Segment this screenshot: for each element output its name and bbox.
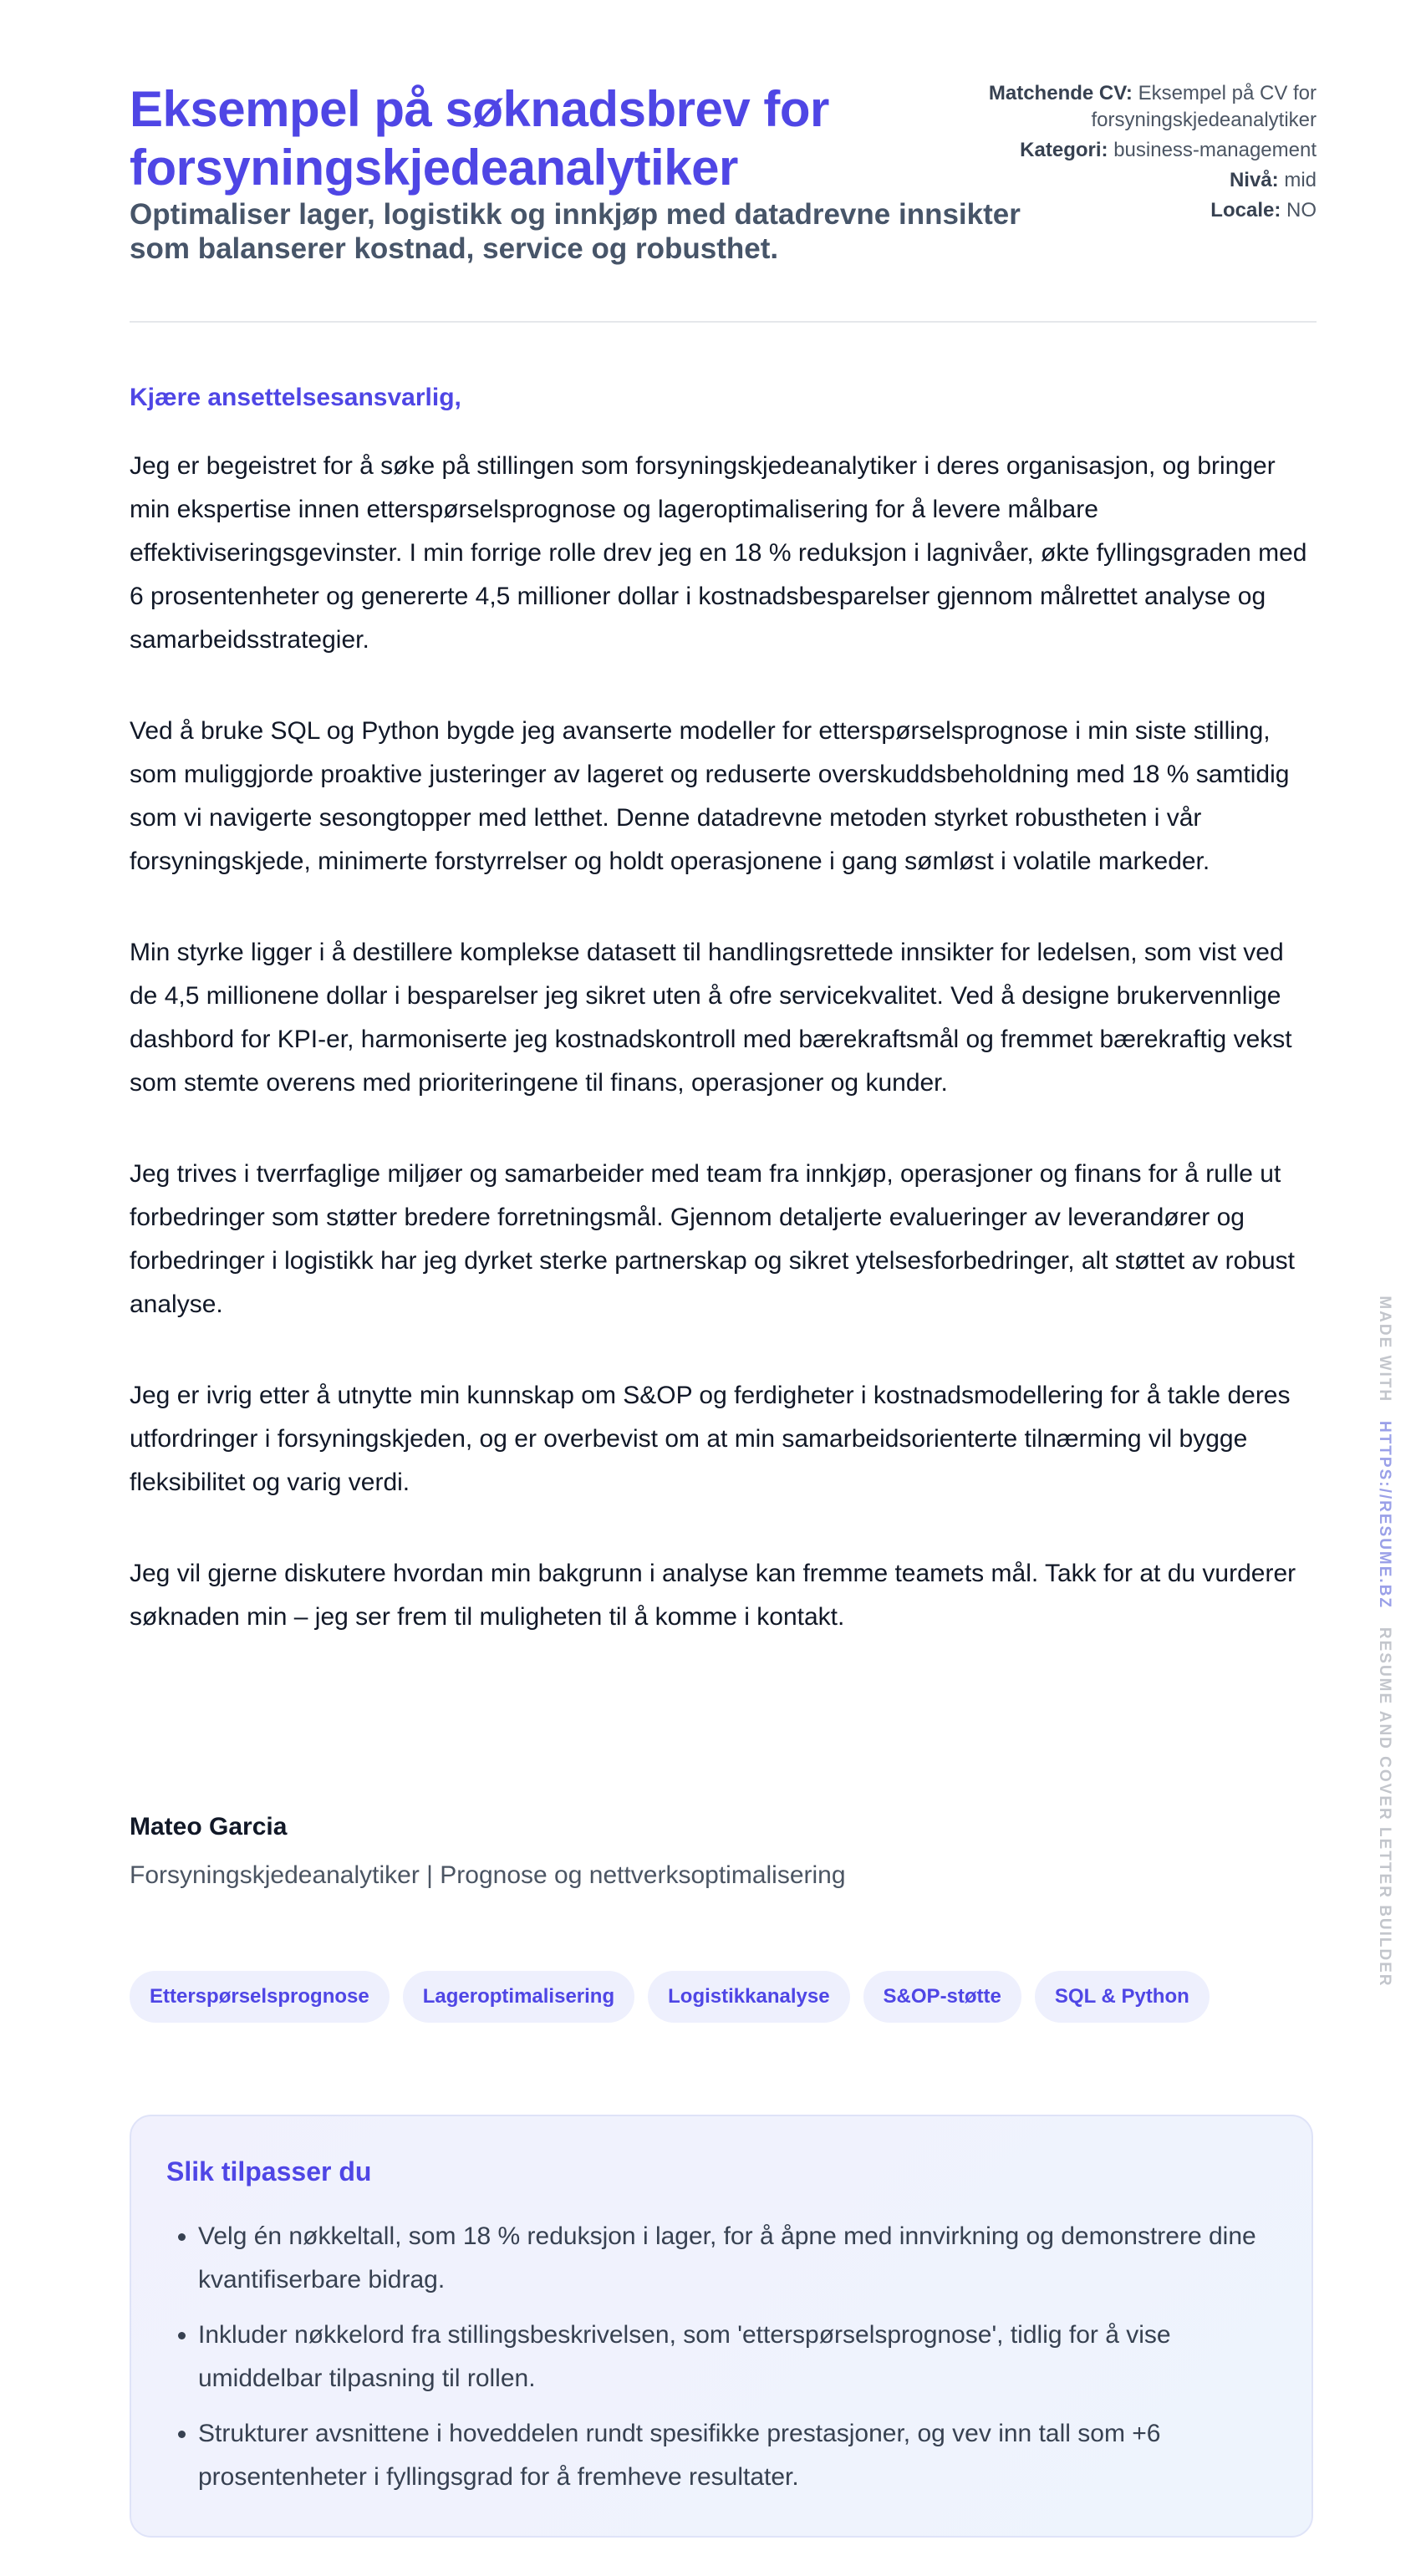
meta-value: Eksempel på CV for forsyningskjedeanalytiker [1091,82,1317,131]
tips-heading: Slik tilpasser du [166,2156,372,2187]
meta-value: business-management [1113,139,1317,161]
skill-tag: Logistikkanalyse [648,1971,849,2023]
signature-name: Mateo Garcia [130,1813,288,1840]
page-header [130,0,1317,323]
meta-key: Nivå: [1229,169,1279,191]
meta-key: Kategori: [1020,139,1108,161]
meta-key: Matchende CV: [988,82,1133,104]
meta-category [982,137,1317,164]
letter-paragraph: Jeg er ivrig etter å utnytte min kunnskap om S&OP og ferdigheter i kostnadsmodellering for å takle deres utfordringer i forsyningskjeden, og er overbevist om at min samarbeidsorienterte tilnærming vil bygge fleksibilitet og varig verdi. [130,1382,1291,1496]
letter-paragraph: Ved å bruke SQL og Python bygde jeg avanserte modeller for etterspørselsprognose i min siste stilling, som muliggjorde proaktive justeringer av lageret og reduserte overskuddsbeholdning med 18 % samtidig som vi navigerte sesongtopper med letthet. Denne datadrevne metoden styrket robustheten i vår forsyningskjede, minimerte forstyrrelser og holdt operasjonene i gang sømløst i volatile markeder. [130,717,1290,875]
tips-list [166,2215,1276,2499]
letter-body [130,445,1317,1687]
meta-value: mid [1284,169,1317,191]
page-title: Eksempel på søknadsbrev for forsyningskjedeanalytiker [130,81,829,196]
watermark-link[interactable]: HTTPS://RESUME.BZ [1376,1420,1393,1610]
watermark-suffix: RESUME AND COVER LETTER BUILDER [1376,1627,1393,1988]
cover-letter-page [130,0,1317,2491]
meta-value: NO [1286,199,1317,221]
signature-role: Forsyningskjedeanalytiker | Prognose og nettverksoptimalisering [130,1861,846,1889]
tips-item: • Velg én nøkkeltall, som 18 % reduksjon i lager, for å åpne med innvirkning og demonstrere dine kvantifiserbare bidrag. [198,2215,1276,2302]
skill-tag: SQL & Python [1035,1971,1210,2023]
skill-tag: Etterspørselsprognose [130,1971,390,2023]
letter-paragraph: Min styrke ligger i å destillere komplekse datasett til handlingsrettede innsikter for ledelsen, som vist ved de 4,5 millionene dollar i besparelser jeg sikret uten å ofre servicekvalitet. Ved å designe brukervennlige dashbord for KPI-er, harmoniserte jeg kostnadskontroll med bærekraftsmål og fremmet bærekraftig vekst som stemte overens med prioriteringene til finans, operasjoner og kunder. [130,939,1292,1097]
skill-tags [130,1971,1210,2023]
skill-tag: Lageroptimalisering [403,1971,634,2023]
meta-matching-cv [982,80,1317,134]
watermark-prefix: MADE WITH [1376,1296,1393,1403]
meta-key: Locale: [1210,199,1281,221]
letter-paragraph: Jeg er begeistret for å søke på stillingen som forsyningskjedeanalytiker i deres organisasjon, og bringer min ekspertise innen etterspørselsprognose og lageroptimalisering for å levere målbare effektiviseringsgevinster. I min forrige rolle drev jeg en 18 % reduksjon i lagnivåer, økte fyllingsgraden med 6 prosentenheter og genererte 4,5 millioner dollar i kostnadsbesparelser gjennom målrettet analyse og samarbeidsstrategier. [130,452,1307,654]
tips-box [130,2115,1313,2538]
skill-tag: S&OP-støtte [863,1971,1021,2023]
watermark [1375,1296,1393,1987]
tips-item: • Inkluder nøkkelord fra stillingsbeskrivelsen, som 'etterspørselsprognose', tidlig for å vise umiddelbar tilpasning til rollen. [198,2314,1276,2400]
signature-block [130,1810,1317,1892]
page-subtitle: Optimaliser lager, logistikk og innkjøp med datadrevne innsikter som balanserer kostnad, service og robusthet. [130,198,1021,265]
letter-paragraph: Jeg vil gjerne diskutere hvordan min bakgrunn i analyse kan fremme teamets mål. Takk for at du vurderer søknaden min – jeg ser frem til muligheten til å komme i kontakt. [130,1560,1296,1631]
meta-level [982,167,1317,194]
letter-paragraph: Jeg trives i tverrfaglige miljøer og samarbeider med team fra innkjøp, operasjoner og finans for å rulle ut forbedringer som støtter bredere forretningsmål. Gjennom detaljerte evalueringer av leverandører og forbedringer i logistikk har jeg dyrket sterke partnerskap og sikret ytelsesforbedringer, alt støttet av robust analyse. [130,1160,1295,1318]
tips-item: • Strukturer avsnittene i hoveddelen rundt spesifikke prestasjoner, og vev inn tall som +6 prosentenheter i fyllingsgrad for å fremheve resultater. [198,2412,1276,2499]
meta-locale [982,197,1317,224]
salutation: Kjære ansettelsesansvarlig, [130,384,461,411]
meta-panel [982,80,1317,227]
